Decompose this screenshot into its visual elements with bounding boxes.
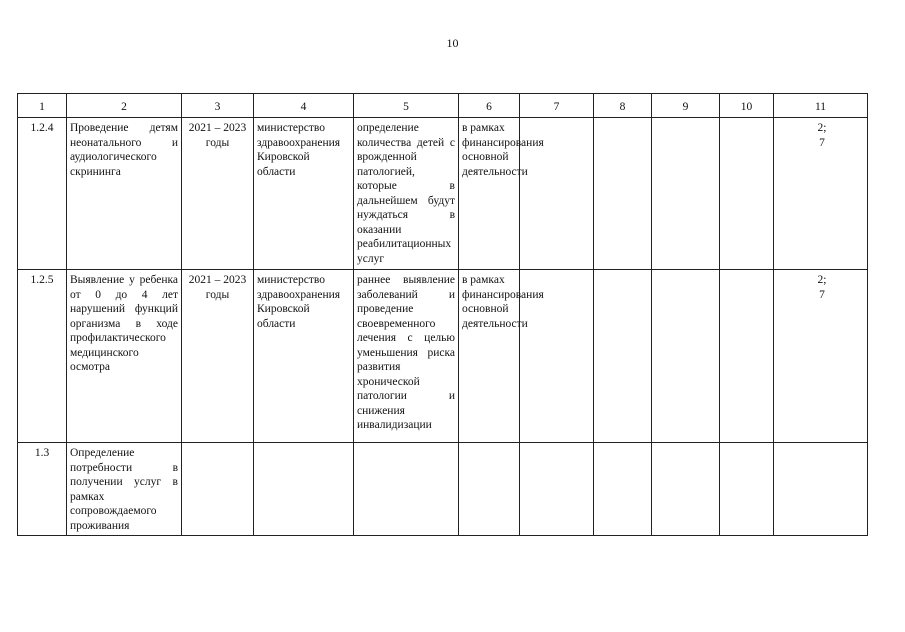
cell-col-11 (774, 443, 868, 536)
table-row (18, 270, 868, 443)
cell-col-11 (774, 118, 868, 270)
expected-result: раннее выявление заболеваний и проведение своевременного лечения с целью уменьшения риска развития хронической патологии и снижения инвалидизации (354, 270, 459, 443)
column-header-2: 2 (67, 94, 182, 118)
column-header-3: 3 (182, 94, 254, 118)
cell-col-9 (652, 118, 720, 270)
cell-col-7 (520, 443, 594, 536)
indicator-ref-2: 7 (819, 288, 825, 301)
measures-table (17, 93, 868, 536)
funding-source (459, 443, 520, 536)
column-header-11: 11 (774, 94, 868, 118)
cell-col-11 (774, 270, 868, 443)
row-number: 1.2.4 (18, 118, 67, 270)
cell-col-8 (594, 118, 652, 270)
measure-name: Определение потребности в получении услуг в рамках сопровождаемого проживания (67, 443, 182, 536)
column-header-5: 5 (354, 94, 459, 118)
period (182, 443, 254, 536)
column-header-1: 1 (18, 94, 67, 118)
indicator-ref-2: 7 (819, 136, 825, 149)
column-header-7: 7 (520, 94, 594, 118)
period: 2021 – 2023 годы (182, 118, 254, 270)
column-header-6: 6 (459, 94, 520, 118)
executor (254, 443, 354, 536)
cell-col-10 (720, 270, 774, 443)
measure-name: Проведение детям неонатального и аудиологического скрининга (67, 118, 182, 270)
column-header-8: 8 (594, 94, 652, 118)
funding-source: в рамках финансирования основной деятельности (459, 118, 520, 270)
cell-col-8 (594, 270, 652, 443)
indicator-ref-1: 2; (817, 274, 827, 286)
page-number: 10 (446, 36, 459, 50)
row-number: 1.3 (18, 443, 67, 536)
table-row (18, 443, 868, 536)
cell-col-9 (652, 443, 720, 536)
cell-col-9 (652, 270, 720, 443)
indicator-ref-1: 2; (817, 122, 827, 134)
column-header-10: 10 (720, 94, 774, 118)
funding-source: в рамках финансирования основной деятельности (459, 270, 520, 443)
cell-col-10 (720, 443, 774, 536)
column-header-9: 9 (652, 94, 720, 118)
column-header-4: 4 (254, 94, 354, 118)
table-row (18, 118, 868, 270)
cell-col-8 (594, 443, 652, 536)
measure-name: Выявление у ребенка от 0 до 4 лет нарушений функций организма в ходе профилактического медицинского осмотра (67, 270, 182, 443)
expected-result: определение количества детей с врожденной патологией, которые в дальнейшем будут нуждаться в оказании реабилитационных услуг (354, 118, 459, 270)
executor: министерство здравоохранения Кировской области (254, 118, 354, 270)
row-number: 1.2.5 (18, 270, 67, 443)
expected-result (354, 443, 459, 536)
cell-col-10 (720, 118, 774, 270)
period: 2021 – 2023 годы (182, 270, 254, 443)
table-header-row (18, 94, 868, 118)
executor: министерство здравоохранения Кировской области (254, 270, 354, 443)
